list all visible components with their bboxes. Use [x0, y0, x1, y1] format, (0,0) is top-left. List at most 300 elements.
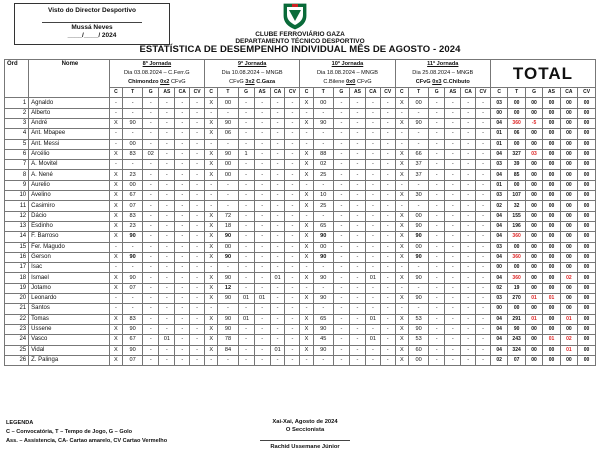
stat-cell: 07	[123, 355, 143, 365]
round-score-cell	[395, 78, 490, 88]
total-cell: 00	[578, 273, 596, 283]
stat-cell: -	[254, 335, 270, 345]
stat-cell: -	[445, 108, 461, 118]
signature-place: Xai-Xai, Agosto de 2024	[272, 419, 338, 425]
header-row-jornada	[5, 60, 596, 69]
stat-cell: -	[429, 232, 445, 242]
stat-cell: -	[461, 304, 476, 314]
player-ord: 3	[5, 118, 29, 128]
round-score-cell	[109, 78, 204, 88]
stat-cell: -	[380, 98, 395, 108]
stat-cell: -	[175, 335, 190, 345]
stat-cell: X	[109, 324, 122, 334]
stat-cell: 07	[123, 283, 143, 293]
stat-cell: -	[159, 129, 175, 139]
stat-cell: -	[175, 283, 190, 293]
stat-cell: -	[349, 252, 365, 262]
stat-cell: X	[109, 232, 122, 242]
stat-cell: -	[159, 191, 175, 201]
stat-cell: -	[461, 314, 476, 324]
stat-cell: X	[300, 160, 313, 170]
stat-cell: X	[300, 294, 313, 304]
stat-cell: -	[333, 108, 349, 118]
round-score-cell	[204, 78, 299, 88]
stat-cell: -	[445, 263, 461, 273]
stat-cell: 30	[409, 191, 429, 201]
stat-cell: -	[190, 98, 205, 108]
stat-cell: -	[429, 304, 445, 314]
stat-cell: X	[204, 252, 217, 262]
stat-cell: -	[159, 283, 175, 293]
signature-block	[250, 418, 360, 451]
stat-cell: -	[313, 139, 333, 149]
total-cell: 00	[543, 180, 560, 190]
total-cell: 32	[508, 201, 525, 211]
player-row	[5, 149, 596, 159]
stat-cell: -	[254, 252, 270, 262]
player-ord: 20	[5, 294, 29, 304]
player-ord: 14	[5, 232, 29, 242]
stat-cell: 90	[218, 314, 238, 324]
stat-cell: -	[366, 191, 381, 201]
player-ord: 26	[5, 355, 29, 365]
stat-cell: 90	[123, 273, 143, 283]
stat-cell: -	[429, 180, 445, 190]
stat-cell: -	[461, 108, 476, 118]
stat-cell: 67	[123, 335, 143, 345]
stat-cell: -	[380, 314, 395, 324]
player-ord: 15	[5, 242, 29, 252]
total-cell: 00	[525, 304, 542, 314]
stat-cell: X	[204, 273, 217, 283]
stat-cell: 90	[123, 324, 143, 334]
stat-cell: -	[270, 149, 285, 159]
stat-cell: 90	[123, 232, 143, 242]
stat-cell: -	[270, 221, 285, 231]
player-row	[5, 98, 596, 108]
stat-cell: -	[159, 324, 175, 334]
total-cell: 00	[578, 108, 596, 118]
stat-cell: -	[333, 118, 349, 128]
stat-cell: -	[395, 201, 408, 211]
stat-cell: -	[159, 345, 175, 355]
stat-cell: -	[175, 149, 190, 159]
visa-date: ____/____/ 2024	[67, 32, 117, 39]
stat-cell: -	[349, 139, 365, 149]
sub-header: CV	[190, 88, 205, 98]
total-cell: 360	[508, 232, 525, 242]
stat-cell: -	[254, 191, 270, 201]
stat-cell: X	[300, 232, 313, 242]
stat-cell: X	[395, 211, 408, 221]
stat-cell: -	[429, 335, 445, 345]
sub-header: G	[143, 88, 159, 98]
stat-cell: -	[123, 108, 143, 118]
stat-cell: -	[380, 263, 395, 273]
total-cell: 00	[525, 201, 542, 211]
stat-cell: -	[204, 108, 217, 118]
stat-cell: -	[159, 355, 175, 365]
stat-cell: -	[190, 201, 205, 211]
round-jornada: 10ª Jornada	[300, 60, 395, 69]
stat-cell: -	[204, 201, 217, 211]
stat-cell: -	[143, 108, 159, 118]
stat-cell: -	[143, 283, 159, 293]
stat-cell: X	[204, 170, 217, 180]
total-cell: 02	[490, 355, 507, 365]
stat-cell: -	[395, 139, 408, 149]
player-ord: 18	[5, 273, 29, 283]
player-name: Fer. Magudo	[29, 242, 110, 252]
player-ord: 21	[5, 304, 29, 314]
sub-header: AS	[445, 88, 461, 98]
stat-cell: -	[143, 139, 159, 149]
stat-cell: -	[204, 180, 217, 190]
player-name: Santos	[29, 304, 110, 314]
stat-cell: X	[109, 355, 122, 365]
total-cell: 00	[578, 232, 596, 242]
stat-cell: -	[380, 170, 395, 180]
stat-cell: -	[429, 170, 445, 180]
stat-cell: -	[476, 149, 491, 159]
stat-cell: 00	[409, 98, 429, 108]
stat-cell: -	[109, 129, 122, 139]
stat-cell: 02	[143, 149, 159, 159]
stat-cell: -	[270, 201, 285, 211]
stat-cell: -	[333, 139, 349, 149]
stat-cell: -	[238, 273, 254, 283]
stat-cell: -	[476, 160, 491, 170]
total-cell: 360	[508, 252, 525, 262]
stat-cell: -	[313, 108, 333, 118]
player-name: Vidal	[29, 345, 110, 355]
stat-cell: X	[395, 98, 408, 108]
stat-cell: -	[175, 191, 190, 201]
stat-cell: -	[159, 242, 175, 252]
stat-cell: 90	[313, 345, 333, 355]
stat-cell: -	[270, 304, 285, 314]
stat-cell: -	[380, 129, 395, 139]
stat-cell: -	[159, 149, 175, 159]
total-cell: 00	[578, 98, 596, 108]
stat-cell: -	[270, 294, 285, 304]
stat-cell: X	[300, 273, 313, 283]
player-ord: 8	[5, 170, 29, 180]
stat-cell: -	[159, 221, 175, 231]
stat-cell: 90	[218, 252, 238, 262]
stat-cell: -	[395, 304, 408, 314]
round-home-team: CFvG	[415, 78, 431, 85]
player-ord: 25	[5, 345, 29, 355]
stat-cell: -	[333, 170, 349, 180]
stat-cell: -	[445, 98, 461, 108]
stat-cell: -	[143, 242, 159, 252]
stat-cell: -	[461, 201, 476, 211]
stat-cell: -	[366, 304, 381, 314]
total-cell: 03	[490, 98, 507, 108]
total-cell: 02	[560, 273, 577, 283]
stat-cell: -	[123, 98, 143, 108]
total-cell: 00	[508, 98, 525, 108]
stat-cell: X	[395, 324, 408, 334]
stat-cell: -	[143, 221, 159, 231]
stat-cell: -	[429, 294, 445, 304]
total-cell: 00	[560, 108, 577, 118]
sub-header: CV	[578, 88, 596, 98]
player-ord: 7	[5, 160, 29, 170]
stat-cell: 00	[409, 242, 429, 252]
stat-cell: -	[109, 98, 122, 108]
round-score: 0x3	[432, 78, 442, 85]
stat-cell: -	[109, 139, 122, 149]
stat-cell: -	[429, 324, 445, 334]
stat-cell: X	[300, 242, 313, 252]
stat-cell: X	[300, 149, 313, 159]
player-ord: 11	[5, 201, 29, 211]
stat-cell: -	[190, 345, 205, 355]
player-name: Arcélio	[29, 149, 110, 159]
total-cell: 00	[578, 221, 596, 231]
stat-cell: -	[254, 273, 270, 283]
stat-cell: -	[445, 314, 461, 324]
stat-cell: -	[159, 139, 175, 149]
stat-cell: X	[300, 314, 313, 324]
stat-cell: -	[159, 170, 175, 180]
stat-cell: -	[366, 180, 381, 190]
stat-cell: -	[429, 129, 445, 139]
total-cell: 00	[525, 335, 542, 345]
stat-cell: -	[461, 283, 476, 293]
total-cell: 00	[578, 355, 596, 365]
total-cell: 01	[525, 294, 542, 304]
stat-cell: -	[366, 252, 381, 262]
total-cell: 00	[543, 242, 560, 252]
total-cell: 01	[560, 345, 577, 355]
stat-cell: -	[300, 355, 313, 365]
stat-cell: -	[143, 191, 159, 201]
stat-cell: -	[476, 170, 491, 180]
stat-cell: -	[300, 139, 313, 149]
stat-cell: -	[333, 273, 349, 283]
stat-cell: -	[159, 304, 175, 314]
stat-cell: -	[218, 263, 238, 273]
stat-cell: -	[349, 160, 365, 170]
stat-cell: -	[109, 304, 122, 314]
stat-cell: -	[190, 139, 205, 149]
stat-cell: -	[461, 242, 476, 252]
total-cell: 01	[543, 335, 560, 345]
visa-title: Visto do Director Desportivo	[47, 7, 136, 14]
stat-cell: -	[270, 263, 285, 273]
stat-cell: -	[461, 294, 476, 304]
stat-cell: 12	[218, 283, 238, 293]
total-cell: 00	[525, 221, 542, 231]
stat-cell: X	[300, 170, 313, 180]
stat-cell: -	[380, 221, 395, 231]
total-cell: 03	[490, 242, 507, 252]
total-cell: 00	[560, 149, 577, 159]
stat-cell: X	[204, 294, 217, 304]
stat-cell: -	[366, 139, 381, 149]
stat-cell: -	[143, 129, 159, 139]
total-cell: 00	[578, 180, 596, 190]
stat-cell: -	[190, 180, 205, 190]
stat-cell: -	[349, 232, 365, 242]
stat-cell: -	[429, 273, 445, 283]
total-cell: 00	[560, 304, 577, 314]
round-score: 3x2	[245, 78, 255, 85]
total-cell: 85	[508, 170, 525, 180]
stat-cell: -	[285, 345, 300, 355]
stat-cell: -	[285, 108, 300, 118]
total-cell: 00	[560, 263, 577, 273]
total-cell: 00	[508, 139, 525, 149]
player-name: Alberto	[29, 108, 110, 118]
total-cell: 00	[525, 98, 542, 108]
player-row	[5, 304, 596, 314]
stat-cell: 72	[218, 211, 238, 221]
stat-cell: -	[143, 170, 159, 180]
stat-cell: -	[395, 108, 408, 118]
stat-cell: -	[285, 263, 300, 273]
total-cell: 00	[543, 263, 560, 273]
stat-cell: -	[445, 345, 461, 355]
stat-cell: -	[238, 345, 254, 355]
stat-cell: -	[445, 149, 461, 159]
total-cell: 04	[490, 314, 507, 324]
player-row	[5, 232, 596, 242]
stat-cell: -	[461, 273, 476, 283]
stat-cell: X	[395, 170, 408, 180]
player-ord: 23	[5, 324, 29, 334]
stat-cell: -	[445, 221, 461, 231]
stat-cell: -	[143, 211, 159, 221]
stat-cell: -	[366, 283, 381, 293]
player-row	[5, 139, 596, 149]
stat-cell: -	[429, 160, 445, 170]
stat-cell: -	[190, 129, 205, 139]
stat-cell: -	[380, 211, 395, 221]
stat-cell: -	[461, 324, 476, 334]
stat-cell: -	[445, 242, 461, 252]
stat-cell: 84	[218, 345, 238, 355]
stat-cell: -	[380, 118, 395, 128]
stat-cell: -	[476, 221, 491, 231]
stat-cell: -	[445, 118, 461, 128]
stat-cell: -	[476, 294, 491, 304]
stat-cell: -	[285, 304, 300, 314]
total-cell: 00	[560, 324, 577, 334]
total-cell: 02	[490, 283, 507, 293]
player-row	[5, 252, 596, 262]
visa-signature-line	[42, 22, 142, 23]
sub-header: CA	[461, 88, 476, 98]
stat-cell: -	[238, 355, 254, 365]
stat-cell: -	[366, 149, 381, 159]
total-cell: 00	[578, 170, 596, 180]
stat-cell: -	[380, 283, 395, 293]
stat-cell: -	[143, 355, 159, 365]
stat-cell: -	[109, 294, 122, 304]
stat-cell: 01	[270, 273, 285, 283]
stat-cell: -	[285, 232, 300, 242]
stat-cell: -	[254, 201, 270, 211]
stat-cell: -	[349, 98, 365, 108]
total-cell: 00	[525, 345, 542, 355]
stat-cell: -	[313, 263, 333, 273]
sub-header: CA	[560, 88, 577, 98]
stat-cell: -	[461, 211, 476, 221]
stat-cell: 90	[409, 221, 429, 231]
stat-cell: -	[349, 149, 365, 159]
stat-cell: -	[380, 273, 395, 283]
sub-header: CV	[285, 88, 300, 98]
stat-cell: -	[409, 139, 429, 149]
total-cell: 00	[543, 108, 560, 118]
player-row	[5, 345, 596, 355]
stat-cell: -	[429, 211, 445, 221]
stat-cell: -	[476, 273, 491, 283]
total-cell: 00	[578, 263, 596, 273]
stat-cell: -	[349, 294, 365, 304]
stat-cell: -	[175, 118, 190, 128]
total-cell: 00	[543, 355, 560, 365]
player-row	[5, 160, 596, 170]
stat-cell: X	[395, 314, 408, 324]
total-cell: 00	[578, 160, 596, 170]
stat-cell: -	[461, 139, 476, 149]
total-cell: 01	[490, 180, 507, 190]
stat-cell: -	[445, 139, 461, 149]
total-cell: 00	[525, 170, 542, 180]
stat-cell: X	[109, 283, 122, 293]
stat-cell: -	[190, 232, 205, 242]
stat-cell: -	[429, 263, 445, 273]
stat-cell: -	[476, 324, 491, 334]
stat-cell: -	[159, 273, 175, 283]
player-name: Vasco	[29, 335, 110, 345]
stat-cell: -	[143, 180, 159, 190]
signature-line	[260, 440, 350, 441]
player-name: Gerson	[29, 252, 110, 262]
total-cell: 00	[508, 242, 525, 252]
stat-cell: -	[254, 324, 270, 334]
stat-cell: -	[175, 108, 190, 118]
stat-cell: X	[204, 160, 217, 170]
total-cell: 02	[490, 201, 507, 211]
stat-cell: -	[476, 304, 491, 314]
stat-cell: X	[109, 273, 122, 283]
stat-cell: -	[270, 252, 285, 262]
player-row	[5, 211, 596, 221]
stat-cell: -	[285, 191, 300, 201]
player-ord: 12	[5, 211, 29, 221]
player-name: Agnaldo	[29, 98, 110, 108]
stat-cell: 23	[123, 170, 143, 180]
stat-cell: X	[395, 273, 408, 283]
stat-cell: -	[349, 201, 365, 211]
total-cell: 00	[578, 191, 596, 201]
stat-cell: -	[285, 160, 300, 170]
stat-cell: -	[395, 283, 408, 293]
stat-cell: -	[445, 324, 461, 334]
stat-cell: 65	[313, 314, 333, 324]
stat-cell: 01	[366, 273, 381, 283]
total-cell: 00	[543, 232, 560, 242]
stat-cell: -	[238, 252, 254, 262]
stat-cell: -	[300, 283, 313, 293]
stat-cell: -	[270, 118, 285, 128]
